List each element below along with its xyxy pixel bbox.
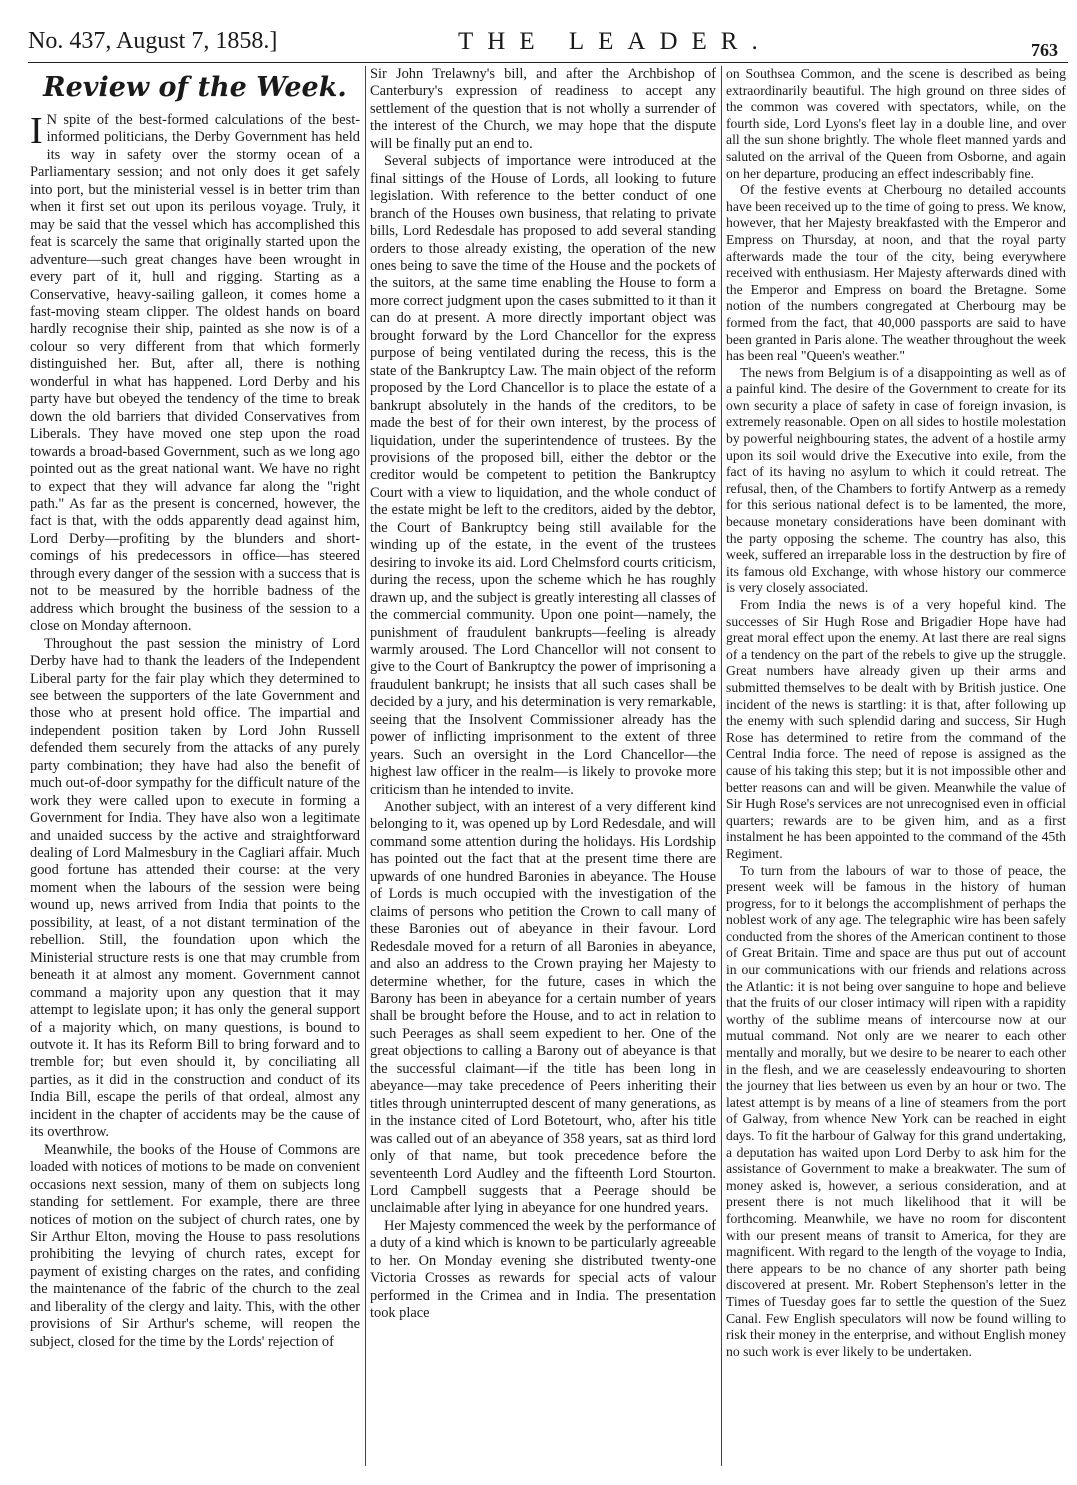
article-paragraph: From India the news is of a very hopeful kind. The successes of Sir Hugh Rose and Brigadier Hope have had great moral effect upon the enemy. At last there are real signs of a tendency on the part of the rebels to give up the struggle. Great numbers have already given up their arms and submitted themselves to be dealt with by British justice. One incident of the news is startling: it is that, after following up the enemy with such splendid daring and success, Sir Hugh Rose has determined to retire from the command of the Central India force. The need of repose is assigned as the cause of his taking this step; but it is not impossible other and better reasons can and will be given. Meanwhile the value of Sir Hugh Rose's services are not unrecognised even in official quarters; rewards are to be given him, and as a first instalment he has been appointed to the command of the 45th Regiment. bbox=[726, 597, 1066, 861]
article-paragraph: To turn from the labours of war to those of peace, the present week will be famous in the history of human progress, for to it belongs the accomplishment of perhaps the noblest work of any age. The telegraphic wire has been safely conducted from the shores of the American continent to those of Great Britain. Time and space are thus put out of account in our communications with our friends and relations across the Atlantic: it is not being over sanguine to hope and believe that the fruits of our closer intimacy will ripen with a rapidity worthy of the sublime means of intercourse now at our mutual command. Not only are we nearer to each other mentally and morally, but we desire to be nearer to each other in the flesh, and we are ceaselessly endeavouring to shorten the journey that lies between us even by an hour or two. The latest attempt is by means of a line of steamers from the port of Galway, from whence New York can be reached in eight days. To fit the harbour of Galway for this grand undertaking, a deputation has waited upon Lord Derby to ask him for the assistance of Government to make a breakwater. The sum of money asked is, however, a serious consideration, and at present there is not much likelihood that it will be forthcoming. Meanwhile, we have no room for discontent with our present means of transit to America, for they are magnificent. With regard to the length of the voyage to India, there appears to be no chance of any shorter path being discovered at present. Mr. Robert Stephenson's letter in the Times of Tuesday goes far to settle the question of the Suez Canal. Few English speculators will now be found willing to risk their money in the enterprise, and without English money no such work is ever likely to be undertaken. bbox=[726, 862, 1066, 1359]
article-paragraph: on Southsea Common, and the scene is described as being extraordinarily beautiful. The high ground on three sides of the common was covered with spectators, while, on the fourth side, Lord Lyons's fleet lay in a double line, and over all the sun shone brightly. The whole fleet manned yards and saluted on the arrival of the Queen from Osborne, and again on her departure, producing an effect indescribably fine. bbox=[726, 66, 1066, 181]
article-paragraph: I N spite of the best-formed calculations of the best-informed politicians, the Derby Government has held its way in safety over the stormy ocean of a Parliamentary session; and not only does it get safely into port, but the ministerial vessel is in better trim than when it first set out upon its perilous voyage. Truly, it may be said that the vessel which has accomplished this feat is scarcely the same that originally started upon the adventure—such great changes have been wrought in every part of it, hull and rigging. Starting as a Conservative, heavy-sailing galleon, it comes home a fast-moving steam clipper. The oldest hands on board hardly recognise their ship, painted as she now is of a colour so very different from that which formerly distinguished her. But, after all, there is nothing wonderful in what has happened. Lord Derby and his party have but obeyed the tendency of the time to break down the old barriers that divided Conservatives from Liberals. They have moved one step upon the road towards a broad-based Government, such as we long ago pointed out as the great national want. We have no right to expect that they will advance far along the "right path." As far as the present is concerned, however, the fact is that, with the odds apparently dead against him, Lord Derby—profiting by the blunders and short-comings of his predecessors in office—has steered through every danger of the session with a success that is not to be measured by the horrible badness of the address which brought the business of the session to a close on Monday afternoon. bbox=[30, 110, 360, 635]
article-paragraph: Throughout the past session the ministry of Lord Derby have had to thank the leaders of the Independent Liberal party for the fair play which they determined to see between the supporters of the late Government and those who at present hold office. The impartial and independent position taken by Lord John Russell defended them securely from the attacks of any purely party combination; they have had also the benefit of much out-of-door sympathy for the difficult nature of the work they were called upon to execute in forming a Government for India. They have also won a legitimate and unaided success by the active and straightforward dealing of Lord Malmesbury in the Cagliari affair. Much good fortune has attended their course: at the very moment when the labours of the session were being wound up, news arrived from India that points to the possibility, at least, of a not distant termination of the rebellion. Still, the foundation upon which the Ministerial structure rests is one that may crumble from beneath it at almost any moment. Government cannot command a majority upon any question that it may attempt to legislate upon; it has only the general support of a majority which, on many questions, is bound to outvote it. It has its Reform Bill to bring forward and to tremble for; but even should it, by conciliating all parties, as it did in the construction and conduct of its India Bill, escape the perils of that ordeal, almost any incident in the chapter of accidents may be the cause of its overthrow. bbox=[30, 635, 360, 1141]
masthead-title: THE LEADER. bbox=[458, 28, 772, 55]
article-paragraph: Several subjects of importance were introduced at the final sittings of the House of Lords, all looking to future legislation. With reference to the better conduct of one branch of the Houses own business, that relating to private bills, Lord Redesdale has proposed to add several standing orders to those already existing, the operation of the new ones being to save the time of the House and the pockets of the suitors, at the same time enabling the House to form a more correct judgment upon the cases submitted to it than it can do at present. A more directly important object was brought forward by the Lord Chancellor for the express purpose of being ventilated during the recess, this is the state of the Bankruptcy Law. The main object of the reform proposed by the Lord Chancellor is to place the estate of a bankrupt absolutely in the hands of the creditors, to be made the best of for their own interest, by the process of liquidation, under the superintendence of trustees. By the provisions of the proposed bill, either the debtor or the creditor would be competent to petition the Bankruptcy Court with a view to liquidation, and the whole conduct of the estate might be left to the creditors, aided by the debtor, the Court of Bankruptcy being still available for the winding up of the estate, in the event of the trustees desiring to invoke its aid. Lord Chelmsford courts criticism, during the recess, upon the scheme which he has roughly drawn up, and the subject is greatly interesting all classes of the commercial community. Upon one point—namely, the punishment of fraudulent bankrupts—feeling is already warmly aroused. The Lord Chancellor will not consent to give to the Court of Bankruptcy the power of imprisoning a fraudulent bankrupt; he insists that all such cases shall be decided by a jury, and his determination is very remarkable, seeing that the Insolvent Commissioner already has the power of inflicting imprisonment to the extent of three years. Such an oversight in the Lord Chancellor—the highest law officer in the realm—is likely to provoke more criticism than he intended to invite. bbox=[370, 153, 716, 798]
section-title: Review of the Week. bbox=[43, 72, 347, 103]
drop-cap: I bbox=[30, 110, 43, 152]
article-paragraph: Her Majesty commenced the week by the performance of a duty of a kind which is known to be particularly agreeable to her. On Monday evening she distributed twenty-one Victoria Crosses as rewards for special acts of valour performed in the Crimea and in India. The presentation took place bbox=[370, 1217, 716, 1322]
article-paragraph: Of the festive events at Cherbourg no detailed accounts have been received up to the time of going to press. We know, however, that her Majesty breakfasted with the Emperor and Empress on Thursday, at noon, and that the royal party afterwards made the tour of the city, being everywhere received with enthusiasm. Her Majesty afterwards dined with the Emperor and Empress on board the Bretagne. Some notion of the numbers congregated at Cherbourg may be formed from the fact, that 40,000 passports are said to have been granted in Paris alone. The weather throughout the week has been real "Queen's weather." bbox=[726, 182, 1066, 364]
article-paragraph: Another subject, with an interest of a very different kind belonging to it, was opened up by Lord Redesdale, and will command some attention during the holidays. His Lordship has pointed out the fact that at the present time there are upwards of one hundred Baronies in abeyance. The House of Lords is much occupied with the investigation of the claims of persons who petition the Crown to call many of these Baronies out of abeyance in their favour. Lord Redesdale moved for a return of all Baronies in abeyance, and also an address to the Crown praying her Majesty to determine whether, for the future, cases in which the Barony has been in abeyance for a certain number of years shall be brought before the House, and to act in relation to such Peerages as shall seem expedient to her. One of the great objections to calling a Barony out of abeyance is that the successful claimant—if the title has been long in abeyance—may take precedence of Peers inheriting their titles through uninterrupted descent of many generations, as in the instance cited of Lord Botetourt, who, after his title was called out of an abeyance of 358 years, sat as third lord only of that name, but took precedence before the seventeenth Lord Audley and the fifteenth Lord Stourton. Lord Campbell suggests that a Peerage should be unclaimable after lying in abeyance for one hundred years. bbox=[370, 799, 716, 1217]
issue-line: No. 437, August 7, 1858.] bbox=[28, 28, 278, 54]
page-number: 763 bbox=[1031, 40, 1058, 60]
column-divider bbox=[721, 66, 722, 1466]
article-paragraph: Meanwhile, the books of the House of Commons are loaded with notices of motions to be made on convenient occasions next session, many of them on subjects long standing for settlement. For example, there are three notices of motion on the subject of church rates, one by Sir Arthur Elton, moving the House to pass resolutions prohibiting the levying of church rates, except for payment of existing charges on the rates, and confiding the maintenance of the fabric of the church to the zeal and liberality of the clergy and laity. This, with the other provisions of Sir Arthur's scheme, will reopen the subject, closed for the time by the Lords' rejection of bbox=[30, 1141, 360, 1350]
column-3 bbox=[726, 66, 1066, 1468]
article-paragraph: The news from Belgium is of a disappointing as well as of a painful kind. The desire of the Government to create for its own security a place of safety in case of foreign invasion, is extremely reasonable. Open on all sides to hostile molestation by powerful neighbouring states, the advent of a hostile army upon its soil would drive the Executive into exile, from the fact of its having no asylum to which it could retreat. The refusal, then, of the Chambers to fortify Antwerp as a remedy for this serious national defect is to be lamented, the more, because monetary considerations have been dominant with the party opposing the scheme. The country has also, this week, suffered an irreparable loss in the destruction by fire of its famous old Exchange, with whose history our commerce is very closely associated. bbox=[726, 364, 1066, 596]
column-1 bbox=[30, 66, 360, 1468]
page-header bbox=[28, 18, 1068, 63]
article-paragraph: Sir John Trelawny's bill, and after the Archbishop of Canterbury's expression of readiness to accept any settlement of the question that is not wholly a surrender of the interest of the Church, we may hope that the dispute will be finally put an end to. bbox=[370, 66, 716, 152]
column-divider bbox=[365, 66, 366, 1466]
column-2 bbox=[370, 66, 716, 1468]
